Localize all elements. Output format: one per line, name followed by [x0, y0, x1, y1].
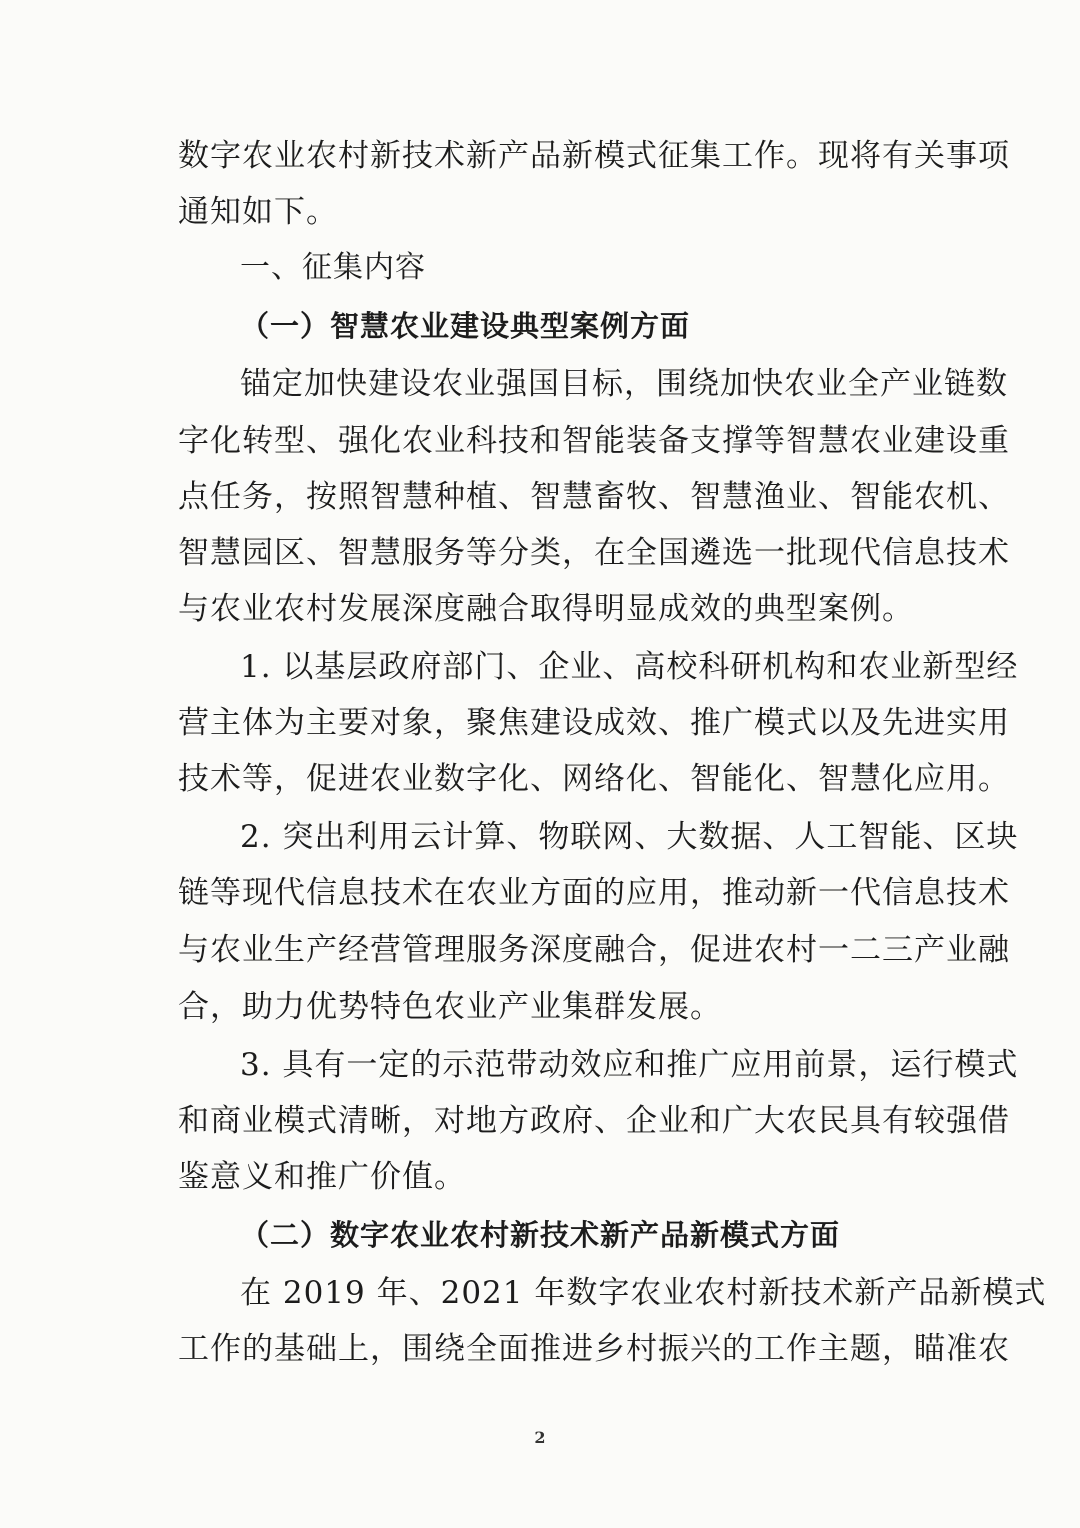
body-text-line: 与农业农村发展深度融合取得明显成效的典型案例。: [178, 591, 914, 627]
subsection-heading: （二）数字农业农村新技术新产品新模式方面: [240, 1218, 841, 1252]
subsection-heading: （一）智慧农业建设典型案例方面: [240, 309, 691, 343]
body-text-line: 字化转型、强化农业科技和智能装备支撑等智慧农业建设重: [178, 423, 1010, 459]
list-item-text: 1. 以基层政府部门、企业、高校科研机构和农业新型经: [240, 649, 1019, 685]
body-text-line: 链等现代信息技术在农业方面的应用，推动新一代信息技术: [178, 875, 1010, 911]
body-text-line: 智慧园区、智慧服务等分类，在全国遴选一批现代信息技术: [178, 535, 1010, 571]
body-text-line: 和商业模式清晰，对地方政府、企业和广大农民具有较强借: [178, 1103, 1010, 1139]
section-heading: 一、征集内容: [240, 250, 426, 285]
body-text-line: 通知如下。: [178, 194, 338, 230]
body-text-line: 技术等，促进农业数字化、网络化、智能化、智慧化应用。: [178, 761, 1010, 797]
body-text-line: 与农业生产经营管理服务深度融合，促进农村一二三产业融: [178, 932, 1010, 968]
list-item-text: 3. 具有一定的示范带动效应和推广应用前景，运行模式: [240, 1047, 1019, 1083]
page-number: 2: [534, 1428, 546, 1447]
body-text-line: 在 2019 年、2021 年数字农业农村新技术新产品新模式: [240, 1275, 1047, 1311]
body-text-line: 营主体为主要对象，聚焦建设成效、推广模式以及先进实用: [178, 705, 1010, 741]
body-text-line: 锚定加快建设农业强国目标，围绕加快农业全产业链数: [240, 366, 1008, 402]
body-text-line: 鉴意义和推广价值。: [178, 1159, 466, 1195]
body-text-line: 工作的基础上，围绕全面推进乡村振兴的工作主题，瞄准农: [178, 1331, 1010, 1367]
list-item-text: 2. 突出利用云计算、物联网、大数据、人工智能、区块: [240, 819, 1019, 855]
body-text-line: 合，助力优势特色农业产业集群发展。: [178, 989, 722, 1025]
body-text-line: 数字农业农村新技术新产品新模式征集工作。现将有关事项: [178, 138, 1010, 174]
body-text-line: 点任务，按照智慧种植、智慧畜牧、智慧渔业、智能农机、: [178, 479, 1010, 515]
